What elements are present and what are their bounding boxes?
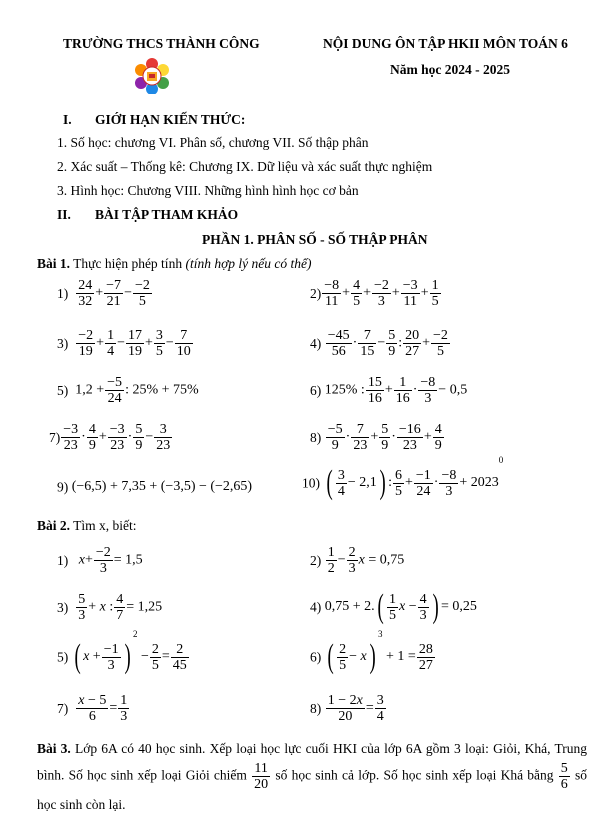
bai1-expr-9: 9) (−6,5) + 7,35 + (−3,5) − (−2,65) xyxy=(57,479,253,495)
bai2-label: Bài 2. xyxy=(37,518,71,533)
bai1-expr-5: 5) 1,2 + $\frac{-5}{24}$ : 25% + 75% xyxy=(57,375,199,406)
bai2-expr-1: 1) x+ $\frac{-2}{3}$ = 1,5 xyxy=(57,545,143,576)
bai1-expr-6: 6) 125% : $\frac{15}{16}$ + $\frac{1}{16}$ · $\frac{-8}{3}$ − 0,5 xyxy=(310,375,468,406)
bai2-expr-7: 7) $\frac{x - 5}{6}$ = $\frac{1}{3}$ xyxy=(57,693,128,724)
bai2-expr-5: 5) ( x + $\frac{-1}{3}$ )$^2$ − $\frac{2}{5}$ = $\frac{2}{45}$ xyxy=(57,628,187,675)
school-year: Năm học 2024 - 2025 xyxy=(390,62,510,77)
bai1-expr-8: 8) $\frac{-5}{9}$ · $\frac{7}{23}$ + $\frac{5}{9}$ · $\frac{-16}{23}$ + $\frac{4}{9}$ xyxy=(310,422,442,453)
bai1-expr-7: 7) $\frac{-3}{23}$ · $\frac{4}{9}$ + $\frac{-3}{23}$ · $\frac{5}{9}$ − $\frac{3}{23}$ xyxy=(49,422,171,453)
bai2-expr-8: 8) $\frac{1 - 2x}{20}$ = $\frac{3}{4}$ xyxy=(310,693,384,724)
bai2-expr-4: 4) 0,75 + 2.( $\frac{1}{5}$ x − $\frac{4}{3}$ ) = 0,25 xyxy=(310,588,477,625)
document-title: NỘI DUNG ÔN TẬP HKII MÔN TOÁN 6 xyxy=(323,36,568,51)
bai1-expr-10: 10) ( $\frac{3}{4}$ − 2,1) : $\frac{6}{5}$ + $\frac{-1}{24}$ · $\frac{-8}{3}$ + $2023^0$ xyxy=(302,454,504,501)
part-title: PHẦN 1. PHÂN SỐ - SỐ THẬP PHÂN xyxy=(202,232,428,247)
bai1-heading xyxy=(37,256,312,272)
school-logo-icon xyxy=(134,58,170,94)
section1-item-2: 2. Xác suất – Thống kê: Chương IX. Dữ liệu và xác suất thực nghiệm xyxy=(57,159,433,174)
bai1-label: Bài 1. xyxy=(37,256,71,271)
bai3-paragraph: Bài 3. Lớp 6A có 40 học sinh. Xếp loại học lực cuối HKI của lớp 6A gồm 3 loại: Giỏi, Khá, Trung bình. Số học sinh xếp loại Giỏi chiếm $\frac{11}{20}$ số học sinh cả lớp. Số học sinh xếp loại Khá bằng $\frac{5}{6}$ số học sinh còn lại. xyxy=(37,741,587,812)
bai3-label: Bài 3. xyxy=(37,741,71,756)
section2-heading: BÀI TẬP THAM KHẢO xyxy=(95,207,239,222)
section1-item-3: 3. Hình học: Chương VIII. Những hình hình học cơ bản xyxy=(57,183,359,198)
bai2-expr-2: 2) $\frac{1}{2}$ − $\frac{2}{3}$ x = 0,75 xyxy=(310,545,405,576)
section1-item-1: 1. Số học: chương VI. Phân số, chương VII. Số thập phân xyxy=(57,135,369,150)
school-name: TRƯỜNG THCS THÀNH CÔNG xyxy=(63,36,260,51)
bai1-expr-4: 4) $\frac{-45}{56}$ · $\frac{7}{15}$ − $\frac{5}{9}$ : $\frac{20}{27}$ + $\frac{-2}{5}$ xyxy=(310,328,448,359)
bai1-expr-2: 2) $\frac{-8}{11}$ + $\frac{4}{5}$ + $\frac{-2}{3}$ + $\frac{-3}{11}$ + $\frac{1}{5}$ xyxy=(310,278,439,309)
bai2-expr-6: 6) ( $\frac{2}{5}$ − x)$^3$ + 1 = $\frac{28}{27}$ xyxy=(310,628,433,675)
bai2-expr-3: 3) $\frac{5}{3}$ + x : $\frac{4}{7}$ = 1,25 xyxy=(57,592,163,623)
bai1-expr-3: 3) $\frac{-2}{19}$ + $\frac{1}{4}$ − $\frac{17}{19}$ + $\frac{3}{5}$ − $\frac{7}{10}$ xyxy=(57,328,191,359)
bai1-note: (tính hợp lý nếu có thể) xyxy=(185,256,312,271)
section2-roman: II. xyxy=(57,207,71,222)
bai2-heading xyxy=(37,518,137,534)
section1-heading: GIỚI HẠN KIẾN THỨC: xyxy=(95,112,246,127)
bai1-text: Thực hiện phép tính xyxy=(70,256,186,271)
section1-roman: I. xyxy=(63,112,72,127)
bai2-text: Tìm x, biết: xyxy=(70,518,137,533)
bai1-expr-1: 1) $\frac{24}{32}$ + $\frac{-7}{21}$ − $\frac{-2}{5}$ xyxy=(57,278,150,309)
